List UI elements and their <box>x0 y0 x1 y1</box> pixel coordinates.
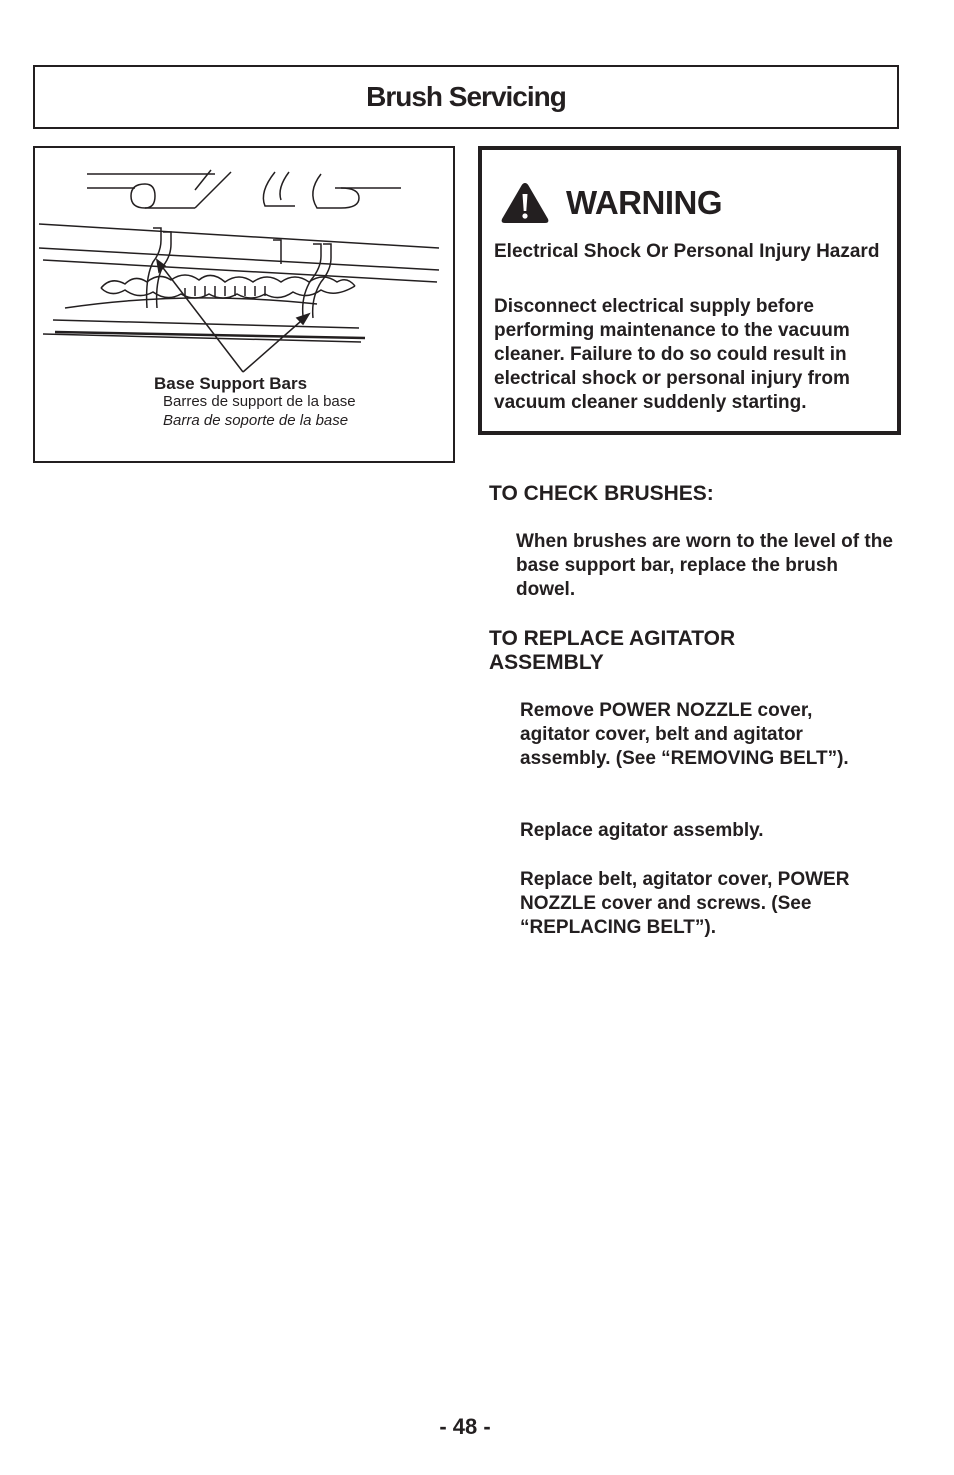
page-number: - 48 - <box>439 1414 491 1439</box>
page-header <box>33 65 899 129</box>
warning-body: Disconnect electrical supply before performing maintenance to the vacuum cleaner. Failure to do so could result in electrical shock or personal injury from vacuum cleaner suddenly starting. <box>494 296 850 413</box>
warning-triangle-icon <box>500 181 550 225</box>
figure-caption-english: Base Support Bars <box>154 374 308 393</box>
warning-hazard: Electrical Shock Or Personal Injury Hazard <box>494 241 880 262</box>
figure-caption-spanish: Barra de soporte de la base <box>163 412 349 429</box>
page-title: Brush Servicing <box>366 81 566 112</box>
warning-title: WARNING <box>566 184 722 221</box>
figure-caption-french: Barres de support de la base <box>163 393 356 410</box>
replace-agitator-heading: TO REPLACE AGITATOR ASSEMBLY <box>489 627 736 674</box>
replace-agitator-step-1: Remove POWER NOZZLE cover, agitator cover, belt and agitator assembly. (See “REMOVING BELT”). <box>520 700 849 769</box>
check-brushes-heading: TO CHECK BRUSHES: <box>489 482 714 505</box>
brush-figure <box>33 146 455 463</box>
warning-box <box>478 146 901 435</box>
check-brushes-text: When brushes are worn to the level of the base support bar, replace the brush dowel. <box>516 531 893 600</box>
replace-agitator-step-3: Replace belt, agitator cover, POWER NOZZLE cover and screws. (See “REPLACING BELT”). <box>520 869 850 938</box>
warning-header <box>500 181 722 225</box>
replace-agitator-step-2: Replace agitator assembly. <box>520 820 764 841</box>
